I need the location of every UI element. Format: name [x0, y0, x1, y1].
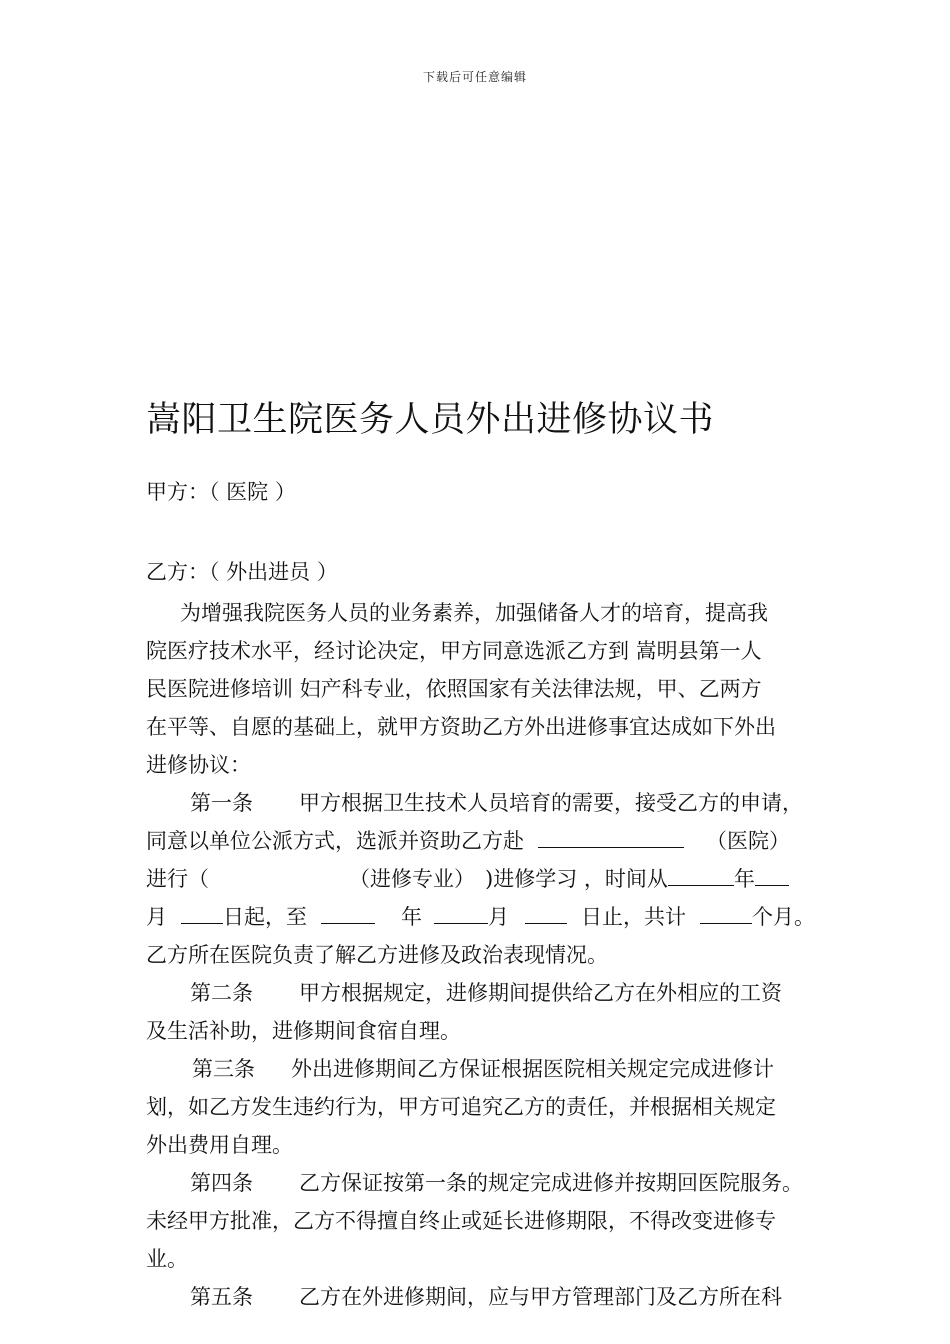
article-4-line: 未经甲方批准，乙方不得擅自终止或延长进修期限，不得改变进修专: [146, 1209, 776, 1233]
article-5-text: 乙方在外进修期间，应与甲方管理部门及乙方所在科: [299, 1285, 782, 1309]
article-1-text: 日起，至: [223, 905, 307, 929]
intro-line: 民医院进修培训 妇产科专业，依照国家有关法律法规，甲、乙两方: [146, 677, 762, 701]
article-1-line: [146, 860, 836, 898]
article-2-line: [146, 974, 836, 1012]
article-1-text: 月: [488, 905, 509, 929]
total-months-blank: [700, 899, 752, 924]
article-2-text: 甲方根据规定，进修期间提供给乙方在外相应的工资: [299, 981, 782, 1005]
article-5-label: 第五条: [190, 1285, 253, 1309]
article-3-text: 外出进修期间乙方保证根据医院相关规定完成进修计: [291, 1057, 774, 1081]
article-1-text: 年: [401, 905, 422, 929]
article-1-label: 第一条: [190, 791, 253, 815]
intro-line: 院医疗技术水平，经讨论决定，甲方同意选派乙方到 嵩明县第一人: [146, 639, 762, 663]
article-1-text: 个月。: [752, 905, 815, 929]
article-4-text: 乙方保证按第一条的规定完成进修并按期回医院服务。: [299, 1171, 803, 1195]
start-year-blank: [668, 861, 734, 886]
article-1-text: 年: [733, 867, 755, 891]
article-1-line: 乙方所在医院负责了解乙方进修及政治表现情况。: [146, 943, 608, 967]
end-year-blank: [321, 899, 375, 924]
party-a-line: 甲方：（ 医院 ）: [146, 480, 296, 504]
hospital-blank: [538, 823, 684, 848]
article-1-text: 日止，共计: [581, 905, 686, 929]
article-1-text: （进修专业）: [349, 867, 475, 891]
start-month-blank: [755, 861, 789, 886]
article-4-line: 业。: [146, 1247, 188, 1271]
article-3-line: 划，如乙方发生违约行为，甲方可追究乙方的责任，并根据相关规定: [146, 1095, 776, 1119]
article-1-text: 甲方根据卫生技术人员培育的需要，接受乙方的申请，: [299, 791, 803, 815]
article-1-text: 进行（: [146, 867, 209, 891]
article-2-label: 第二条: [190, 981, 253, 1005]
article-4-line: [146, 1164, 836, 1202]
end-month-blank: [434, 899, 488, 924]
article-1-text: （医院）: [706, 829, 790, 853]
article-5-line: [146, 1278, 836, 1316]
article-3-line: [146, 1050, 836, 1088]
agreement-body: [146, 594, 836, 1316]
article-1-line: [146, 784, 836, 822]
article-2-line: 及生活补助，进修期间食宿自理。: [146, 1019, 461, 1043]
intro-line: 为增强我院医务人员的业务素养，加强储备人才的培育，提高我: [180, 601, 768, 625]
article-3-line: 外出费用自理。: [146, 1133, 293, 1157]
end-day-blank: [525, 899, 567, 924]
intro-line: 进修协议：: [146, 753, 251, 777]
header-note: 下载后可任意编辑: [422, 70, 527, 84]
article-4-label: 第四条: [190, 1171, 253, 1195]
article-1-line: [146, 822, 836, 860]
article-1-text: )进修学习 ，时间从: [485, 867, 668, 891]
article-1-text: 月: [146, 905, 167, 929]
article-3-label: 第三条: [192, 1057, 255, 1081]
article-1-line: [146, 898, 836, 936]
start-day-blank: [181, 899, 223, 924]
intro-line: 在平等、自愿的基础上，就甲方资助乙方外出进修事宜达成如下外出: [146, 715, 776, 739]
document-title: 嵩阳卫生院医务人员外出进修协议书: [146, 400, 715, 440]
article-1-text: 同意以单位公派方式，选派并资助乙方赴: [146, 829, 524, 853]
party-b-line: 乙方：（ 外出进员 ）: [146, 560, 338, 584]
